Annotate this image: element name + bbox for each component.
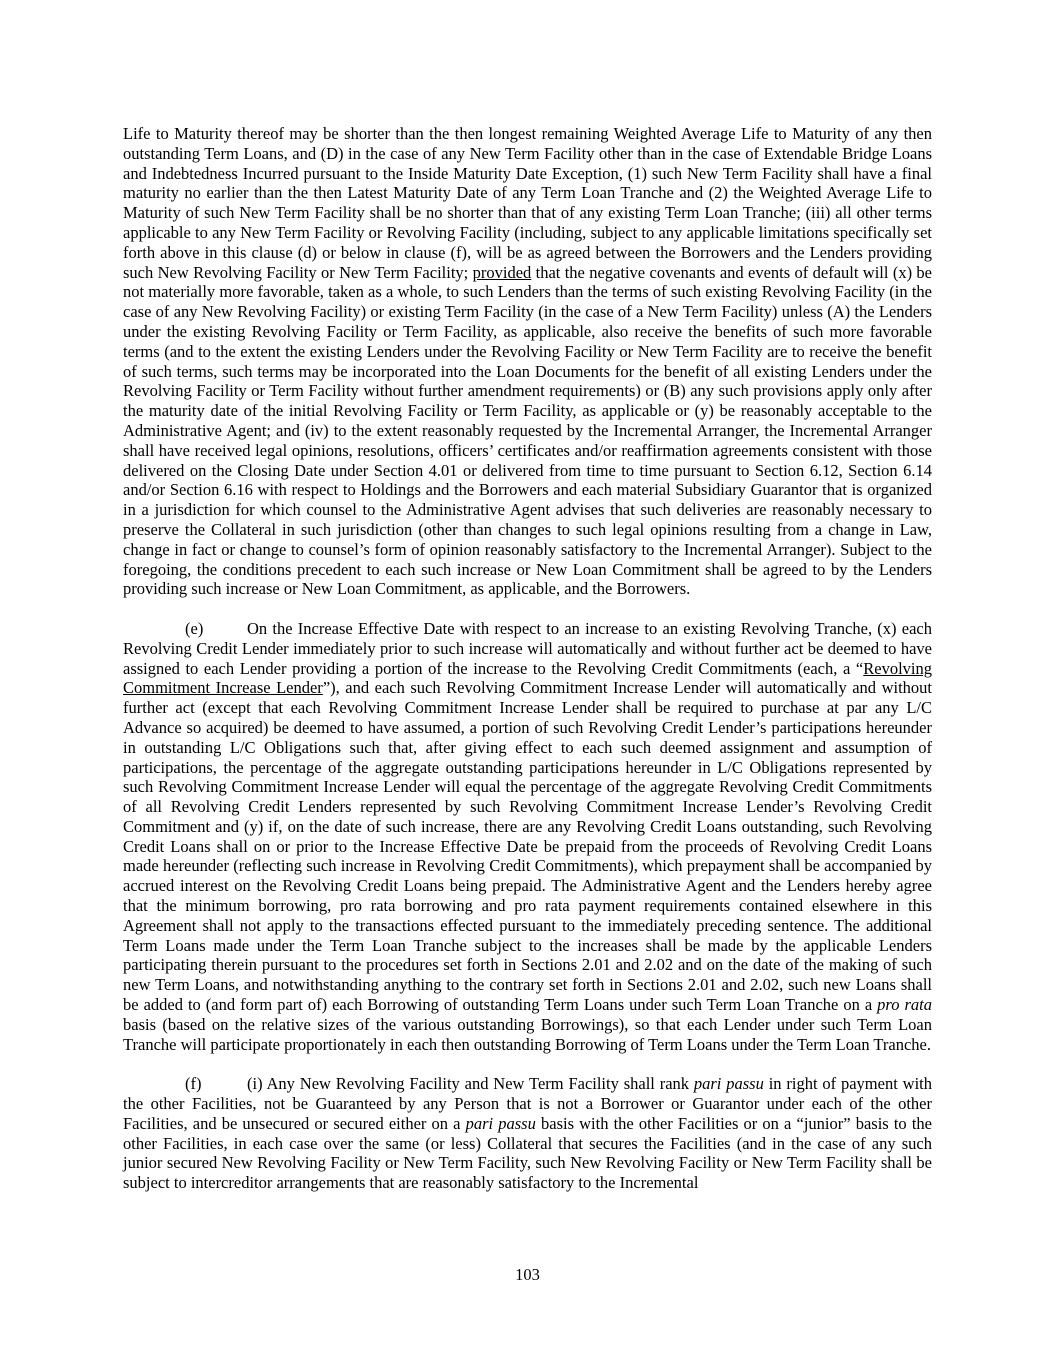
text-segment: Revolving Commitment Increase Lender (123, 658, 932, 698)
text-segment: On the Increase Effective Date with respect to an increase to an existing Revolving Tranche, (x) each Revolving Credit Lender immediately prior to such increase will automatically and without further act be deemed to have assigned to each Lender providing a portion of the increase to the Revolving Credit Commitments (each, a “ (123, 618, 932, 678)
text-segment: Life to Maturity thereof may be shorter than the then longest remaining Weighted Average Life to Maturity of any then outstanding Term Loans, and (D) in the case of any New Term Facility other than in the case of Extendable Bridge Loans and Indebtedness Incurred pursuant to the Inside Maturity Date Exception, (1) such New Term Facility shall have a final maturity no earlier than the then Latest Maturity Date of any Term Loan Tranche and (2) the Weighted Average Life to Maturity of such New Term Facility shall be no shorter than that of any existing Term Loan Tranche; (iii) all other terms applicable to any New Term Facility or Revolving Facility (including, subject to any applicable limitations specifically set forth above in this clause (d) or below in clause (f), will be as agreed between the Borrowers and the Lenders providing such New Revolving Facility or New Term Facility; (123, 124, 932, 282)
text-segment: that the negative covenants and events of default will (x) be not materially more favorable, taken as a whole, to such Lenders than the terms of such existing Revolving Facility (in the case of any New Revolving Facility) or existing Term Facility (in the case of a New Term Facility) unless (A) the Lenders under the existing Revolving Facility or Term Facility, as applicable, also receive the benefits of such more favorable terms (and to the extent the existing Lenders under the Revolving Facility or New Term Facility are to receive the benefit of such terms, such terms may be incorporated into the Loan Documents for the benefit of all existing Lenders under the Revolving Facility or Term Facility without further amendment requirements) or (B) any such provisions apply only after the maturity date of the initial Revolving Facility or Term Facility, as applicable or (y) be reasonably acceptable to the Administrative Agent; and (iv) to the extent reasonably requested by the Incremental Arranger, the Incremental Arranger shall have received legal opinions, resolutions, officers’ certificates and/or reaffirmation agreements consistent with those delivered on the Closing Date under Section 4.01 or delivered from time to time pursuant to Section 6.12, Section 6.14 and/or Section 6.16 with respect to Holdings and the Borrowers and each material Subsidiary Guarantor that is organized in a jurisdiction for which counsel to the Administrative Agent advises that such deliveries are reasonably necessary to preserve the Collateral in such jurisdiction (other than changes to such legal opinions resulting from a change in Law, change in fact or change to counsel’s form of opinion reasonably satisfactory to the Incremental Arranger). Subject to the foregoing, the conditions precedent to each such increase or New Loan Commitment shall be agreed to by the Lenders providing such increase or New Loan Commitment, as applicable, and the Borrowers. (123, 262, 932, 599)
text-segment: basis (based on the relative sizes of the various outstanding Borrowings), so that each Lender under such Term Loan Tranche will participate proportionately in each then outstanding Borrowing of Term Loans under the Term Loan Tranche. (123, 1014, 932, 1054)
document-body (123, 124, 932, 1193)
paragraph (123, 619, 932, 1055)
text-segment: pari passu (693, 1074, 764, 1094)
text-segment: pro rata (877, 995, 932, 1015)
paragraph-label: (f) (185, 1074, 202, 1094)
text-segment: pari passu (465, 1113, 536, 1133)
paragraph (123, 1074, 932, 1193)
paragraph-label: (e) (185, 618, 204, 638)
text-segment: provided (472, 262, 532, 282)
text-segment: ”), and each such Revolving Commitment Increase Lender will automatically and without further act (except that each Revolving Commitment Increase Lender shall be required to purchase at par any L/C Advance so acquired) be deemed to have assumed, a portion of such Revolving Credit Lender’s participations hereunder in outstanding L/C Obligations such that, after giving effect to each such deemed assignment and assumption of participations, the percentage of the aggregate outstanding participations hereunder in L/C Obligations represented by such Revolving Commitment Increase Lender will equal the percentage of the aggregate Revolving Credit Commitments of all Revolving Credit Lenders represented by such Revolving Commitment Increase Lender’s Revolving Credit Commitment and (y) if, on the date of such increase, there are any Revolving Credit Loans outstanding, such Revolving Credit Loans shall on or prior to the Increase Effective Date be prepaid from the proceeds of Revolving Credit Loans made hereunder (reflecting such increase in Revolving Credit Commitments), which prepayment shall be accompanied by accrued interest on the Revolving Credit Loans being prepaid. The Administrative Agent and the Lenders hereby agree that the minimum borrowing, pro rata borrowing and pro rata payment requirements contained elsewhere in this Agreement shall not apply to the transactions effected pursuant to the immediately preceding sentence. The additional Term Loans made under the Term Loan Tranche subject to the increases shall be made by the applicable Lenders participating therein pursuant to the procedures set forth in Sections 2.01 and 2.02 and on the date of the making of such new Term Loans, and notwithstanding anything to the contrary set forth in Sections 2.01 and 2.02, such new Loans shall be added to (and form part of) each Borrowing of outstanding Term Loans under such Term Loan Tranche on a (123, 678, 932, 1015)
page-number: 103 (515, 1265, 540, 1284)
text-segment: (i) Any New Revolving Facility and New Term Facility shall rank (247, 1074, 694, 1094)
text-segment: basis with the other Facilities or on a “junior” basis to the other Facilities, in each case over the same (or less) Collateral that secures the Facilities (and in the case of any such junior secured New Revolving Facility or New Term Facility, such New Revolving Facility or New Term Facility shall be subject to intercreditor arrangements that are reasonably satisfactory to the Incremental (123, 1113, 932, 1193)
text-segment: in right of payment with the other Facilities, not be Guaranteed by any Person that is not a Borrower or Guarantor under each of the other Facilities, and be unsecured or secured either on a (123, 1074, 932, 1133)
paragraph (123, 124, 932, 599)
